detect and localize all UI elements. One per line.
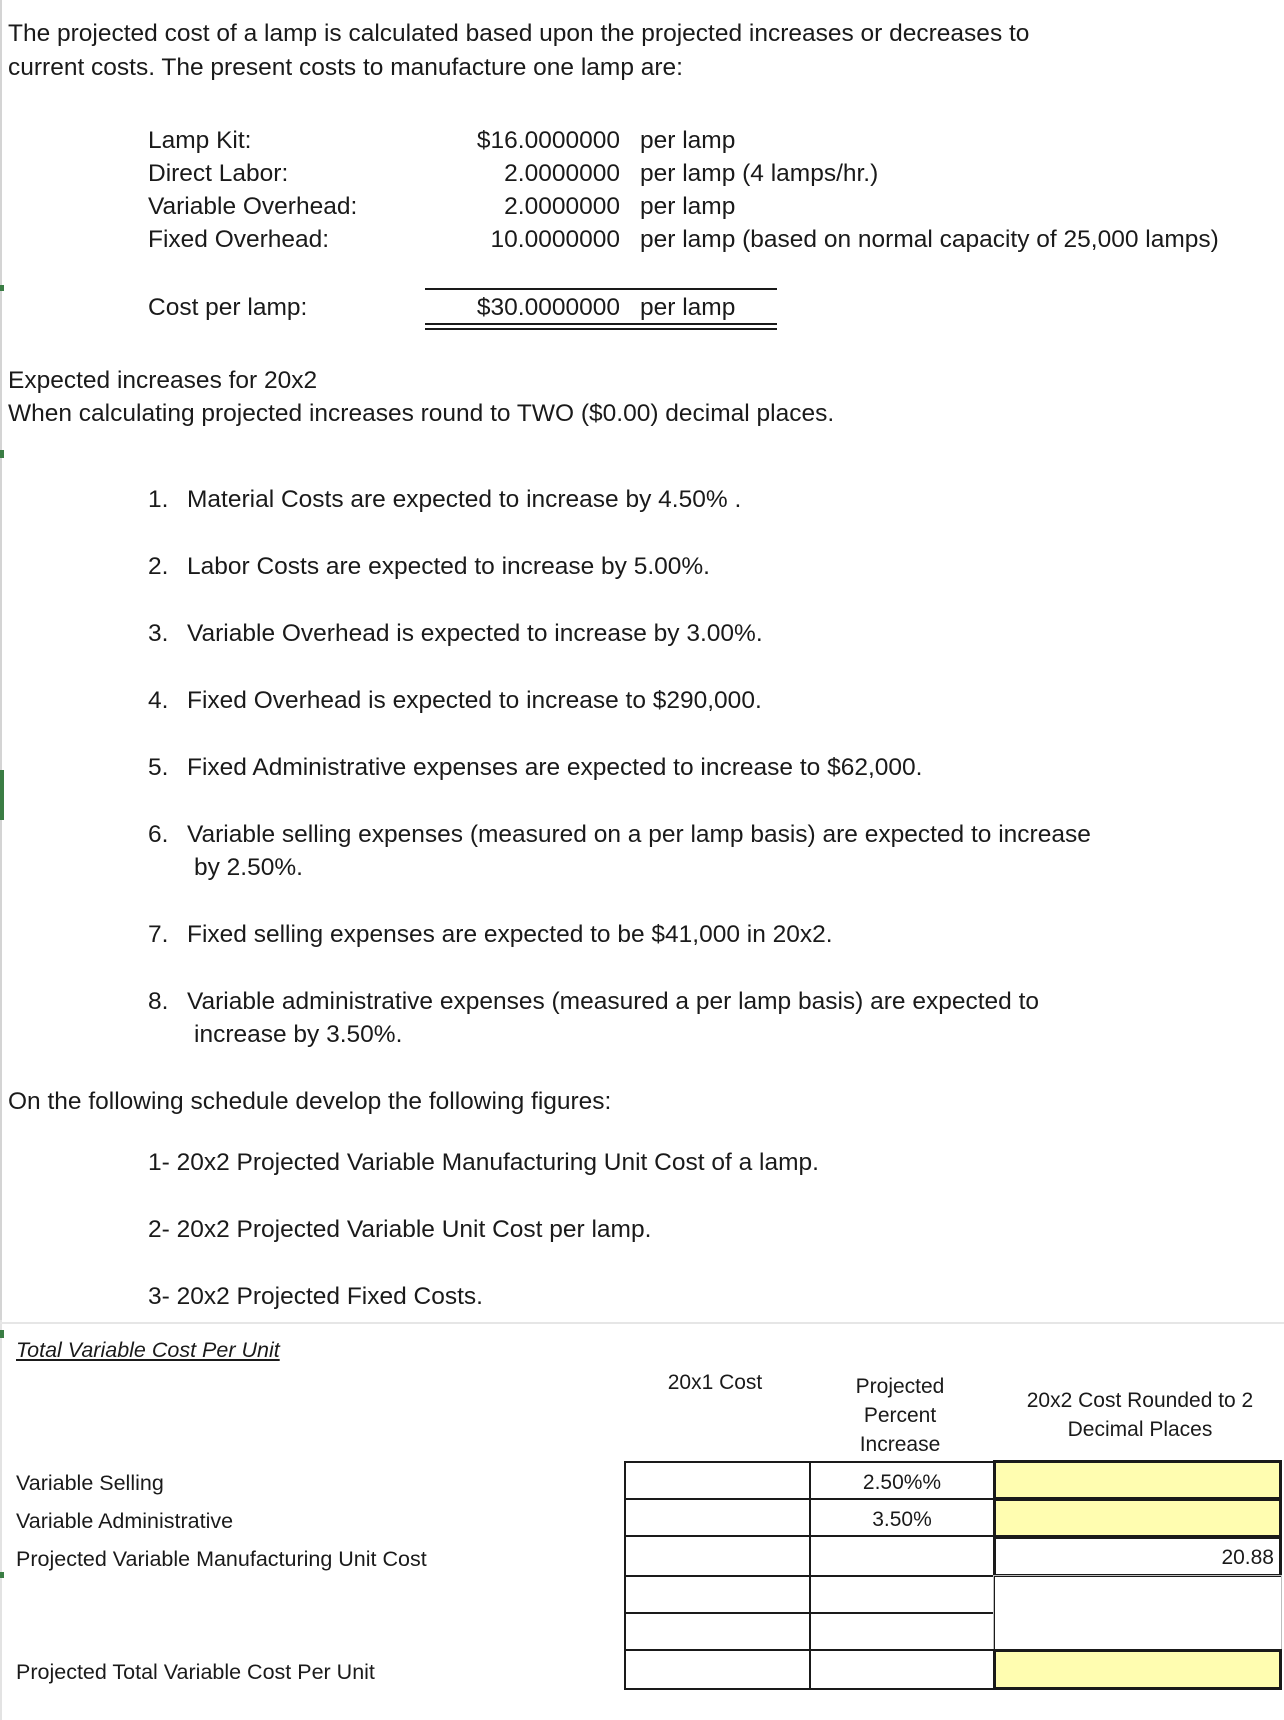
total-double-rule-1	[425, 323, 777, 325]
item-number: 3.	[148, 620, 169, 647]
item-text: Labor Costs are expected to increase by 5.00%.	[187, 553, 710, 580]
figure-3: 3- 20x2 Projected Fixed Costs.	[148, 1283, 483, 1310]
cell-pct-blank-2[interactable]	[809, 1612, 995, 1651]
cell-pct-total[interactable]	[809, 1649, 995, 1690]
row-marker	[0, 770, 4, 820]
row-label-projected-var-mfg-unit-cost: Projected Variable Manufacturing Unit Cost	[16, 1547, 427, 1571]
item-number: 1.	[148, 486, 169, 513]
col-header-pct-line2: Percent	[863, 1404, 937, 1427]
item-text-cont: by 2.50%.	[194, 854, 303, 881]
col-header-pct-line1: Projected	[855, 1375, 945, 1398]
intro-line-1: The projected cost of a lamp is calculated based upon the projected increases or decreases to	[8, 20, 1030, 47]
cost-unit-lamp-kit: per lamp	[640, 127, 736, 154]
row-label-variable-selling: Variable Selling	[16, 1471, 164, 1495]
item-text: Variable Overhead is expected to increase by 3.00%.	[187, 620, 763, 647]
input-20x2-total-var-cost[interactable]	[993, 1649, 1282, 1690]
item-number: 7.	[148, 921, 169, 948]
cost-unit-variable-overhead: per lamp	[640, 193, 736, 220]
item-number: 8.	[148, 988, 169, 1015]
cell-20x1-variable-selling[interactable]	[624, 1461, 811, 1500]
total-unit: per lamp	[640, 294, 736, 321]
row-marker	[0, 1572, 4, 1578]
cost-amount-variable-overhead: 2.0000000	[504, 193, 620, 220]
cost-label-variable-overhead: Variable Overhead:	[148, 193, 358, 220]
total-double-rule-2	[425, 328, 777, 330]
value-20x2-var-mfg-unit-cost: 20.88	[1221, 1546, 1274, 1569]
cell-20x2-blank[interactable]	[993, 1575, 1282, 1651]
item-text-cont: increase by 3.50%.	[194, 1021, 403, 1048]
cost-label-lamp-kit: Lamp Kit:	[148, 127, 252, 154]
total-amount: $30.0000000	[476, 294, 620, 321]
total-top-rule	[425, 288, 777, 290]
row-marker	[0, 1330, 4, 1338]
item-text: Variable administrative expenses (measured a per lamp basis) are expected to	[187, 988, 1040, 1015]
col-header-20x2-line1: 20x2 Cost Rounded to 2	[1026, 1389, 1254, 1412]
cost-label-direct-labor: Direct Labor:	[148, 160, 289, 187]
item-number: 4.	[148, 687, 169, 714]
item-text: Fixed selling expenses are expected to be $41,000 in 20x2.	[187, 921, 833, 948]
cost-label-fixed-overhead: Fixed Overhead:	[148, 226, 330, 253]
cost-amount-fixed-overhead: 10.0000000	[490, 226, 620, 253]
row-marker	[0, 285, 4, 291]
col-header-pct-line3: Increase	[859, 1433, 941, 1456]
item-text: Fixed Overhead is expected to increase to $290,000.	[187, 687, 762, 714]
pct-variable-administrative: 3.50%	[872, 1508, 932, 1531]
cell-20x1-var-mfg-unit-cost[interactable]	[624, 1535, 811, 1577]
intro-line-2: current costs. The present costs to manufacture one lamp are:	[8, 54, 683, 81]
sheet-separator	[0, 1322, 1284, 1324]
cost-amount-lamp-kit: $16.0000000	[476, 127, 620, 154]
cell-20x1-blank-2[interactable]	[624, 1612, 811, 1651]
col-header-20x2-line2: Decimal Places	[1067, 1418, 1213, 1441]
row-label-variable-administrative: Variable Administrative	[16, 1509, 234, 1533]
cell-20x1-total[interactable]	[624, 1649, 811, 1690]
cell-20x1-variable-administrative[interactable]	[624, 1498, 811, 1537]
table-title: Total Variable Cost Per Unit	[16, 1338, 280, 1362]
row-marker	[0, 450, 4, 458]
item-number: 2.	[148, 553, 169, 580]
item-text: Fixed Administrative expenses are expected to increase to $62,000.	[187, 754, 923, 781]
rounding-instruction: When calculating projected increases round to TWO ($0.00) decimal places.	[8, 400, 835, 427]
cost-unit-direct-labor: per lamp (4 lamps/hr.)	[640, 160, 879, 187]
cell-pct-var-mfg-unit-cost[interactable]	[809, 1535, 995, 1577]
expected-heading: Expected increases for 20x2	[8, 367, 318, 394]
left-border-lower	[0, 1320, 2, 1720]
cell-20x1-blank-1[interactable]	[624, 1575, 811, 1614]
item-text: Variable selling expenses (measured on a per lamp basis) are expected to increase	[187, 821, 1091, 848]
schedule-intro: On the following schedule develop the following figures:	[8, 1088, 612, 1115]
item-number: 5.	[148, 754, 169, 781]
input-20x2-variable-selling[interactable]	[993, 1460, 1282, 1500]
col-header-20x1-cost: 20x1 Cost	[667, 1371, 763, 1394]
cost-amount-direct-labor: 2.0000000	[504, 160, 620, 187]
figure-2: 2- 20x2 Projected Variable Unit Cost per lamp.	[148, 1216, 652, 1243]
total-label: Cost per lamp:	[148, 294, 308, 321]
pct-variable-selling: 2.50%%	[862, 1471, 942, 1494]
item-number: 6.	[148, 821, 169, 848]
input-20x2-variable-administrative[interactable]	[993, 1498, 1282, 1538]
left-border	[0, 0, 2, 1320]
item-text: Material Costs are expected to increase by 4.50% .	[187, 486, 742, 513]
cell-pct-blank-1[interactable]	[809, 1575, 995, 1614]
cost-unit-fixed-overhead: per lamp (based on normal capacity of 25,000 lamps)	[640, 226, 1219, 253]
figure-1: 1- 20x2 Projected Variable Manufacturing Unit Cost of a lamp.	[148, 1149, 819, 1176]
row-label-projected-total-var-cost: Projected Total Variable Cost Per Unit	[16, 1660, 375, 1684]
